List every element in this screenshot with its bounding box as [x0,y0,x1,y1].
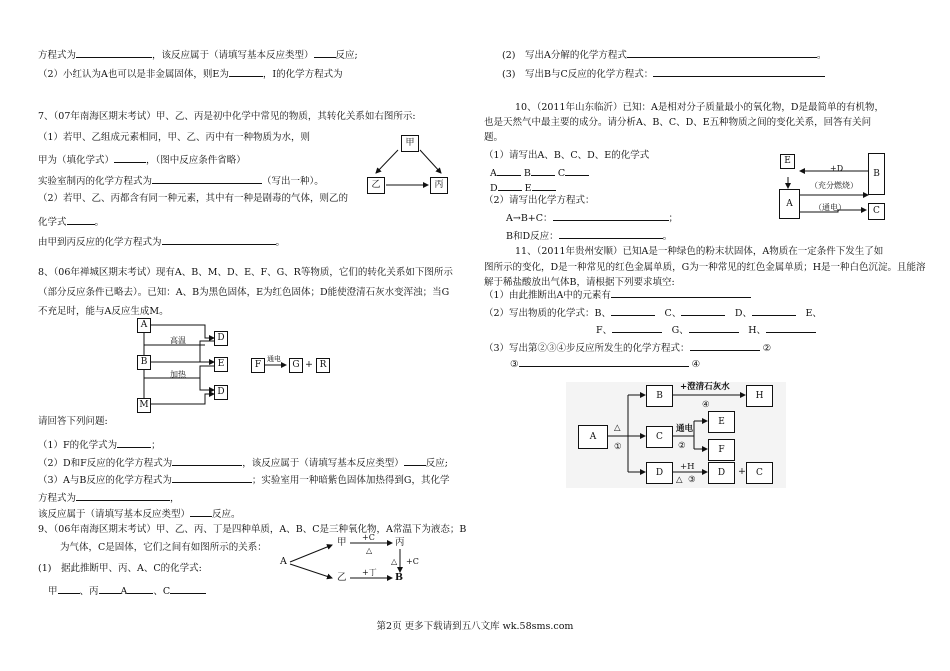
q11-line: 图所示的变化，D是一种常见的红色金属单质，G为一种常见的红色金属单质；H是一种白色沉淀。且能溶 [484,262,926,273]
q11-line: F、 G、 H、 [596,322,816,337]
q10-label-plusD: +D [830,164,844,173]
q7-box-bing: 丙 [430,177,448,194]
q10-line: A→B+C： ； [506,210,678,225]
q10-box-C: C [868,203,885,220]
q10-line: （1）请写出A、B、C、D、E的化学式 [484,150,650,161]
q11-line: （3）写出第②③④步反应所发生的化学方程式： ② [484,340,771,355]
q11-label-n3: ③ [688,475,696,485]
q7-box-yi: 乙 [367,177,385,194]
q8-label-gaowen: 高温 [170,336,186,345]
q7-title: 7、（07年南海区期末考试）甲、乙、丙是初中化学中常见的物质，其转化关系如右图所示: [38,111,416,122]
q8-box-M: M [137,398,151,413]
q7-line: （1）若甲、乙组成元素相同，甲、乙、丙中有一种物质为水，则 [38,132,311,143]
q8-box-E: E [214,357,228,372]
q8-box-F: F [251,358,265,373]
q9-line: 为气体，C是固体，它们之间有如图所示的关系： [60,542,267,553]
q11-label-plusH: +H [680,462,695,472]
q11-box-C: C [646,426,673,448]
q9-line: (1) 据此推断甲、丙、A、C的化学式: [38,563,202,574]
q9-title: 9、（06年南海区期末考试）甲、乙、丙、丁是四种单质，A、B、C是三种氧化物，A常温下为液态；B [38,524,467,535]
q8-box-B: B [137,355,151,370]
q8-box-G: G [289,358,303,373]
q9-tri-1: △ [366,546,373,555]
q8-label-tongdian: 通电 [267,355,281,363]
q11-label-n4: ④ [702,400,710,410]
q10-line: D E [490,180,556,195]
q11-label-lime: +澄清石灰水 [680,382,730,392]
q10-line: A B C [490,165,589,180]
q9-label-c2: +C [406,557,419,566]
q10-box-B: B [868,153,885,195]
q7-box-jia: 甲 [401,135,419,152]
q11-line: （2）写出物质的化学式：B、 C、 D、 E、 [484,305,822,320]
q10-line: 也是天然气中最主要的成分。请分析A、B、C、D、E五种物质之间的变化关系，回答有关问 [484,117,872,128]
q11-label-n1: ① [614,442,622,452]
q9-r-line: (2) 写出A分解的化学方程式 。 [502,47,826,62]
q7-line: （2）若甲、乙、丙都含有同一种元素，其中有一种是剧毒的气体，则乙的 [38,193,349,204]
q11-box-E: E [708,411,735,433]
q11-box-G: D [708,462,735,484]
q8-line: 方程式为 ， [38,490,180,505]
q8-line: （部分反应条件已略去）。已知：A、B为黑色固体，E为红色固体；D能使澄清石灰水变浑浊；当G [38,287,450,298]
q8-line: （1）F的化学式为 ； [38,437,161,452]
q7-line: 化学式 。 [38,214,104,229]
q11-plus: + [738,466,746,477]
q8-box-D2: D [214,385,228,400]
q8-title: 8、（06年禅城区期末考试）现有A、B、M、D、E、F、G、R等物质，它们的转化关系如下图所示 [38,267,453,278]
q8-line: 不充足时，能与A反应生成M。 [38,306,169,317]
q7-line: 甲为（填化学式） ，（图中反应条件省略） [38,152,246,167]
q10-title: 10、（2011年山东临沂）已知：A是相对分子质量最小的氧化物，D是最简单的有机物， [515,102,884,113]
q11-line: 解于稀盐酸放出气体B，请根据下列要求填空: [484,277,675,288]
line-q6-2: （2）小红认为A也可以是非金属固体，则E为 ，Ⅰ的化学方程式为 [38,66,343,81]
q11-line: ③ ④ [510,356,700,371]
line-equation: 方程式为 ，该反应属于（请填写基本反应类型） 反应; [38,47,358,62]
q11-box-D: D [646,462,673,484]
q9-r-line: (3) 写出B与C反应的化学方程式： [502,66,825,81]
q9-yi: 乙 [337,572,347,583]
q11-box-H: H [746,385,773,407]
q11-title: 11、（2011年贵州安顺）已知A是一种绿色的粉末状固体，A物质在一定条件下发生了如 [515,246,884,257]
q8-line: （3）A与B反应的化学方程式为 ；实验室用一种暗紫色固体加热得到G，其化学 [38,472,449,487]
q11-box-A: A [578,425,608,449]
q7-line: 实验室制丙的化学方程式为 （写出一种）。 [38,173,324,188]
q10-label-burn: （充分燃烧） [810,181,858,190]
q11-label-elec: 通电 [676,424,694,434]
q11-label-n2: ② [678,441,686,451]
q8-box-A: A [137,318,151,333]
page-footer: 第2页 更多下载请到五八文库 wk.58sms.com [376,621,574,632]
q9-answer-line: 甲 、丙 A 、C [48,583,206,598]
q8-line: （2）D和F反应的化学方程式为 ，该反应属于（请填写基本反应类型） 反应; [38,455,448,470]
q9-label-ding: +丁 [362,568,377,577]
q7-line: 由甲到丙反应的化学方程式为 。 [38,234,285,249]
q10-box-E: E [780,154,795,169]
q8-line: 请回答下列问题: [38,416,108,427]
q10-box-A: A [779,189,800,219]
q10-line: 题。 [484,132,504,143]
q8-box-R: R [316,358,330,373]
q11-box-B: B [646,385,673,407]
q11-line: （1）由此推断出A中的元素有 [484,287,751,302]
q8-line: 该反应属于（请填写基本反应类型） 反应。 [38,506,241,521]
q10-label-elec: （通电） [814,203,846,212]
q11-box-C2: C [746,462,773,484]
q9-B: B [395,572,404,583]
q8-box-D1: D [214,331,228,346]
q9-jia: 甲 [337,537,347,548]
q10-line: （2）请写出化学方程式： [484,195,595,206]
q8-plus: + [305,359,313,370]
q9-bing: 丙 [395,537,405,548]
q9-A: A [280,556,287,567]
q9-label-c: +C [362,533,375,542]
q11-label-tri2: △ [676,475,683,485]
q11-box-F: F [708,439,735,461]
q10-line: B和D反应： 。 [506,228,672,243]
q8-label-jiare: 加热 [170,370,186,379]
q9-tri-2: △ [391,557,398,566]
q11-label-tri: △ [614,423,621,433]
